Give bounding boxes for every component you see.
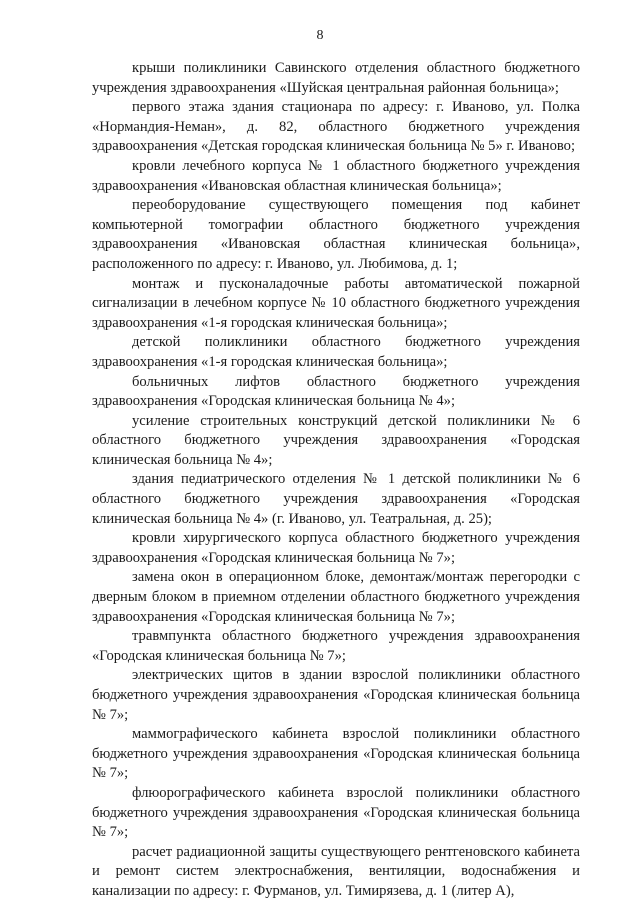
paragraph: первого этажа здания стационара по адресу: г. Иваново, ул. Полка «Нормандия-Неман», д. 82, областного бюджетного учреждения здравоохранения «Детская городская клиническая больница № 5» г. Иваново; xyxy=(92,99,580,155)
paragraph: электрических щитов в здании взрослой поликлиники областного бюджетного учреждения здравоохранения «Городская клиническая больница № 7»; xyxy=(92,667,580,723)
paragraph: кровли хирургического корпуса областного бюджетного учреждения здравоохранения «Городская клиническая больница № 7»; xyxy=(92,530,580,566)
page-number: 8 xyxy=(316,28,324,43)
paragraph: травмпункта областного бюджетного учреждения здравоохранения «Городская клиническая больница № 7»; xyxy=(92,628,580,664)
paragraph: флюорографического кабинета взрослой поликлиники областного бюджетного учреждения здравоохранения «Городская клиническая больница № 7»; xyxy=(92,784,580,841)
paragraph: крыши поликлиники Савинского отделения областного бюджетного учреждения здравоохранения «Шуйская центральная районная больница»; xyxy=(92,60,580,96)
paragraph: больничных лифтов областного бюджетного учреждения здравоохранения «Городская клиническая больница № 4»; xyxy=(92,373,580,410)
paragraph: детской поликлиники областного бюджетного учреждения здравоохранения «1-я городская клиническая больница»; xyxy=(92,334,580,370)
paragraph: расчет радиационной защиты существующего рентгеновского кабинета и ремонт систем электроснабжения, вентиляции, водоснабжения и канализации по адресу: г. Фурманов, ул. Тимирязева, д. 1 (литер А), xyxy=(92,843,580,899)
paragraph: замена окон в операционном блоке, демонтаж/монтаж перегородки с дверным блоком в приемном отделении областного бюджетного учреждения здравоохранения «Городская клиническая больница № 7»; xyxy=(92,569,580,625)
paragraph: здания педиатрического отделения № 1 детской поликлиники № 6 областного бюджетного учреждения здравоохранения «Городская клиническая больница № 4» (г. Иваново, ул. Театральная, д. 25); xyxy=(92,471,580,527)
paragraph: маммографического кабинета взрослой поликлиники областного бюджетного учреждения здравоохранения «Городская клиническая больница № 7»; xyxy=(92,726,580,782)
paragraph: переоборудование существующего помещения под кабинет компьютерной томографии областного бюджетного учреждения здравоохранения «Ивановская областная клиническая больница», расположенного по адресу: г. Иваново, ул. Любимова, д. 1; xyxy=(92,197,580,272)
paragraph: кровли лечебного корпуса № 1 областного бюджетного учреждения здравоохранения «Ивановская областная клиническая больница»; xyxy=(92,157,580,194)
document-body xyxy=(92,59,580,902)
paragraph: монтаж и пусконаладочные работы автоматической пожарной сигнализации в лечебном корпусе № 10 областного бюджетного учреждения здравоохранения «1-я городская клиническая больница»; xyxy=(92,275,580,331)
paragraph: усиление строительных конструкций детской поликлиники № 6 областного бюджетного учреждения здравоохранения «Городская клиническая больница № 4»; xyxy=(92,412,580,468)
